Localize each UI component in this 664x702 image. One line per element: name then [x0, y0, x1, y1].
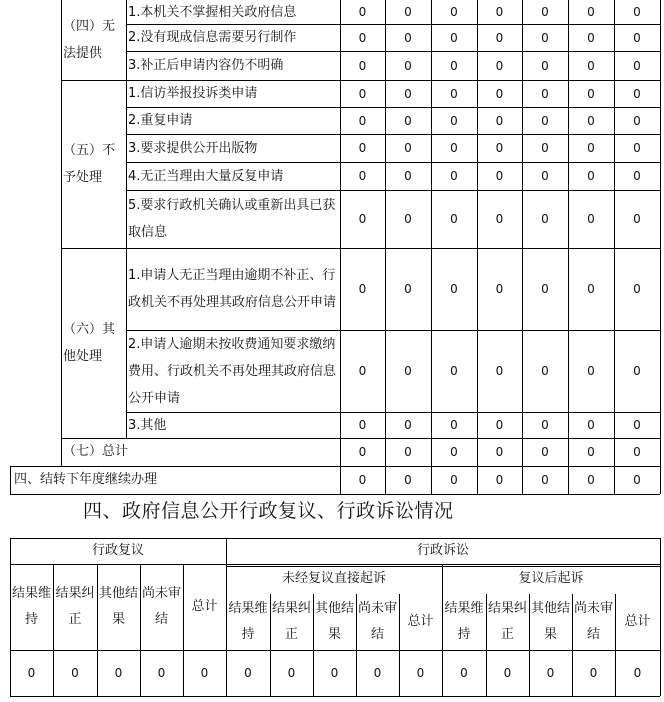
- value-cell: 0: [541, 58, 549, 73]
- total-value: 0: [450, 445, 458, 459]
- review-header: 行政复议: [91, 543, 144, 558]
- value-cell: 0: [157, 666, 166, 680]
- value-cell: 0: [541, 113, 549, 128]
- value-cell: 0: [633, 58, 641, 73]
- total-value: 0: [587, 445, 595, 459]
- column-header: 结果维持: [12, 586, 52, 627]
- value-cell: 0: [546, 666, 555, 680]
- value-cell: 0: [633, 666, 642, 680]
- column-header: 总计: [191, 599, 218, 614]
- group-label: （五）不予处理: [63, 143, 116, 185]
- column-header: 结果纠正: [488, 601, 528, 642]
- value-cell: 0: [244, 666, 252, 680]
- row-label: 2.申请人逾期未按收费通知要求缴纳费用、行政机关不再处理其政府信息公开申请: [128, 336, 337, 406]
- value-cell: 0: [633, 86, 641, 101]
- value-cell: 0: [587, 141, 595, 155]
- value-cell: 0: [373, 666, 382, 680]
- value-cell: 0: [404, 169, 412, 183]
- value-cell: 0: [450, 418, 458, 432]
- value-cell: 0: [27, 666, 36, 680]
- column-header: 总计: [407, 614, 434, 629]
- value-cell: 0: [450, 5, 458, 19]
- value-cell: 0: [358, 169, 367, 183]
- column-header: 结果维持: [228, 601, 268, 642]
- value-cell: 0: [495, 418, 504, 432]
- value-cell: 0: [404, 30, 412, 45]
- litigation-header: 行政诉讼: [416, 543, 469, 558]
- total-value: 0: [633, 445, 641, 459]
- value-cell: 0: [450, 364, 458, 378]
- value-cell: 0: [358, 282, 367, 296]
- value-cell: 0: [330, 666, 339, 680]
- value-cell: 0: [503, 666, 512, 680]
- value-cell: 0: [358, 86, 367, 101]
- value-cell: 0: [200, 666, 209, 680]
- value-cell: 0: [404, 364, 412, 378]
- value-cell: 0: [495, 364, 504, 378]
- total-value: 0: [358, 445, 367, 459]
- value-cell: 0: [633, 141, 641, 155]
- column-header: 其他结果: [315, 601, 355, 642]
- value-cell: 0: [541, 30, 549, 45]
- column-header: 尚未审结: [142, 586, 182, 627]
- value-cell: 0: [495, 141, 504, 155]
- value-cell: 0: [358, 113, 367, 128]
- row-label: 4.无正当理由大量反复申请: [128, 168, 284, 184]
- value-cell: 0: [541, 86, 549, 101]
- value-cell: 0: [587, 212, 595, 226]
- value-cell: 0: [450, 282, 458, 296]
- value-cell: 0: [450, 141, 458, 155]
- group-label: （四）无法提供: [63, 19, 116, 61]
- column-header: 结果纠正: [55, 586, 95, 627]
- value-cell: 0: [495, 282, 504, 296]
- value-cell: 0: [541, 282, 549, 296]
- value-cell: 0: [633, 5, 641, 19]
- row-label: 3.要求提供公开出版物: [128, 140, 258, 156]
- row-label: 3.其他: [128, 417, 167, 433]
- value-cell: 0: [587, 5, 595, 19]
- table-rule: [10, 494, 660, 495]
- column-header: 结果维持: [444, 601, 484, 642]
- value-cell: 0: [587, 86, 595, 101]
- carry-value: 0: [495, 473, 504, 487]
- value-cell: 0: [495, 169, 504, 183]
- value-cell: 0: [495, 58, 504, 73]
- carry-value: 0: [541, 473, 549, 487]
- value-cell: 0: [541, 418, 549, 432]
- value-cell: 0: [404, 58, 412, 73]
- value-cell: 0: [358, 5, 367, 19]
- value-cell: 0: [358, 30, 367, 45]
- value-cell: 0: [71, 666, 79, 680]
- value-cell: 0: [450, 30, 458, 45]
- value-cell: 0: [495, 5, 504, 19]
- value-cell: 0: [450, 212, 458, 226]
- value-cell: 0: [495, 212, 504, 226]
- section-title: 四、政府信息公开行政复议、行政诉讼情况: [83, 500, 454, 522]
- value-cell: 0: [358, 141, 367, 155]
- value-cell: 0: [541, 141, 549, 155]
- row-label: 2.重复申请: [128, 113, 193, 128]
- value-cell: 0: [450, 58, 458, 73]
- value-cell: 0: [450, 86, 458, 101]
- value-cell: 0: [404, 86, 412, 101]
- value-cell: 0: [541, 5, 549, 19]
- value-cell: 0: [587, 418, 595, 432]
- carry-value: 0: [633, 473, 641, 487]
- value-cell: 0: [287, 666, 296, 680]
- column-header: 尚未审结: [358, 601, 398, 642]
- value-cell: 0: [587, 30, 595, 45]
- value-cell: 0: [633, 282, 641, 296]
- column-header: 结果纠正: [272, 601, 312, 642]
- column-header: 尚未审结: [574, 601, 614, 642]
- column-header: 其他结果: [99, 586, 139, 627]
- row-label: 2.没有现成信息需要另行制作: [128, 30, 297, 45]
- table-rule: [660, 538, 661, 696]
- direct-suit-header: 未经复议直接起诉: [281, 571, 386, 586]
- value-cell: 0: [587, 282, 595, 296]
- total-value: 0: [495, 445, 504, 459]
- carry-value: 0: [358, 473, 367, 487]
- total-value: 0: [404, 445, 412, 459]
- total-label: （七）总计: [63, 444, 129, 459]
- value-cell: 0: [633, 212, 641, 226]
- value-cell: 0: [404, 5, 412, 19]
- carry-value: 0: [450, 473, 458, 487]
- table-rule: [660, 0, 661, 494]
- value-cell: 0: [541, 364, 549, 378]
- after-review-header: 复议后起诉: [518, 571, 584, 586]
- carry-value: 0: [404, 473, 412, 487]
- carry-value: 0: [587, 473, 595, 487]
- table-rule: [61, 0, 62, 466]
- value-cell: 0: [358, 212, 367, 226]
- value-cell: 0: [358, 58, 367, 73]
- column-header: 总计: [624, 614, 651, 629]
- row-label: 1.信访举报投诉类申请: [128, 86, 258, 101]
- value-cell: 0: [633, 364, 641, 378]
- value-cell: 0: [114, 666, 123, 680]
- carry-label: 四、结转下年度继续办理: [14, 472, 158, 487]
- value-cell: 0: [633, 30, 641, 45]
- value-cell: 0: [416, 666, 425, 680]
- value-cell: 0: [404, 113, 412, 128]
- value-cell: 0: [587, 169, 595, 183]
- value-cell: 0: [404, 212, 412, 226]
- value-cell: 0: [460, 666, 468, 680]
- value-cell: 0: [541, 212, 549, 226]
- table-rule: [10, 696, 660, 697]
- row-label: 1.申请人无正当理由逾期不补正、行政机关不再处理其政府信息公开申请: [128, 268, 337, 310]
- total-value: 0: [541, 445, 549, 459]
- value-cell: 0: [404, 418, 412, 432]
- value-cell: 0: [541, 169, 549, 183]
- value-cell: 0: [495, 86, 504, 101]
- group-label: （六）其他处理: [63, 322, 116, 364]
- value-cell: 0: [450, 113, 458, 128]
- column-header: 其他结果: [531, 601, 571, 642]
- value-cell: 0: [587, 58, 595, 73]
- row-label: 5.要求行政机关确认或重新出具已获取信息: [128, 198, 336, 240]
- value-cell: 0: [450, 169, 458, 183]
- value-cell: 0: [495, 30, 504, 45]
- value-cell: 0: [404, 282, 412, 296]
- row-label: 3.补正后申请内容仍不明确: [128, 58, 284, 73]
- table-rule: [10, 466, 11, 494]
- value-cell: 0: [633, 169, 641, 183]
- value-cell: 0: [587, 364, 595, 378]
- value-cell: 0: [495, 113, 504, 128]
- value-cell: 0: [358, 364, 367, 378]
- value-cell: 0: [358, 418, 367, 432]
- row-label: 1.本机关不掌握相关政府信息: [128, 4, 297, 20]
- table-rule: [126, 0, 127, 438]
- value-cell: 0: [633, 418, 641, 432]
- value-cell: 0: [633, 113, 641, 128]
- value-cell: 0: [404, 141, 412, 155]
- value-cell: 0: [589, 666, 598, 680]
- value-cell: 0: [587, 113, 595, 128]
